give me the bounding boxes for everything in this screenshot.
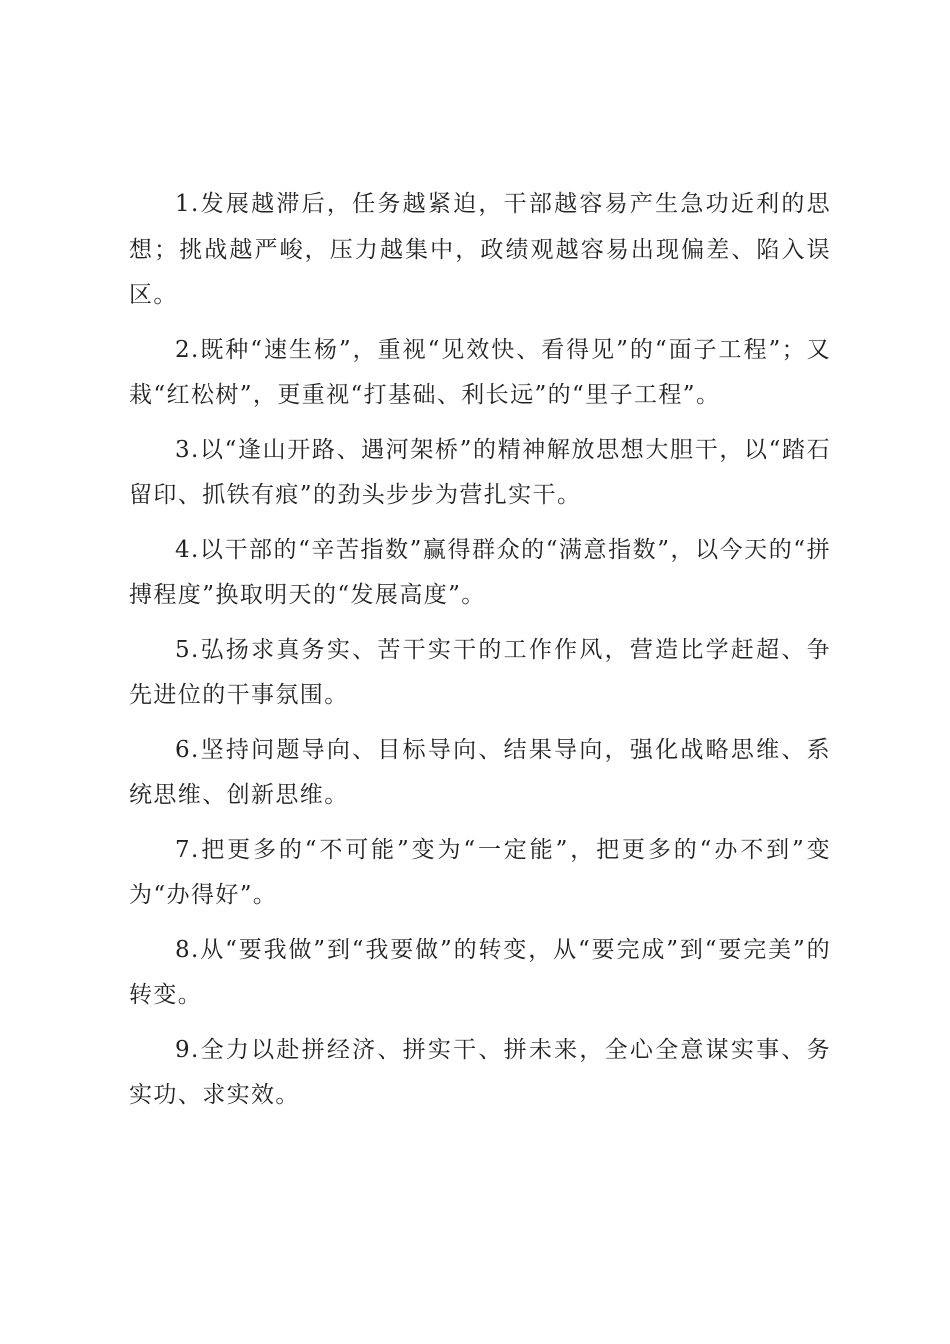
paragraph-2: 2.既种“速生杨”，重视“见效快、看得见”的“面子工程”；又栽“红松树”，更重视“打基础、利长远”的“里子工程”。: [129, 336, 831, 408]
paragraph-7: 7.把更多的“不可能”变为“一定能”，把更多的“办不到”变为“办得好”。: [129, 836, 831, 908]
paragraph-6: 6.坚持问题导向、目标导向、结果导向，强化战略思维、系统思维、创新思维。: [129, 736, 831, 808]
paragraph-4: 4.以干部的“辛苦指数”赢得群众的“满意指数”，以今天的“拼搏程度”换取明天的“发展高度”。: [129, 536, 831, 608]
paragraph-5: 5.弘扬求真务实、苦干实干的工作作风，营造比学赶超、争先进位的干事氛围。: [129, 636, 831, 708]
paragraph-1: 1.发展越滞后，任务越紧迫，干部越容易产生急功近利的思想；挑战越严峻，压力越集中，政绩观越容易出现偏差、陷入误区。: [129, 191, 831, 308]
paragraph-9: 9.全力以赴拼经济、拼实干、拼未来，全心全意谋实事、务实功、求实效。: [129, 1036, 831, 1108]
document-body: [129, 182, 831, 1128]
paragraph-3: 3.以“逢山开路、遇河架桥”的精神解放思想大胆干，以“踏石留印、抓铁有痕”的劲头步步为营扎实干。: [129, 436, 831, 508]
paragraph-8: 8.从“要我做”到“我要做”的转变，从“要完成”到“要完美”的转变。: [129, 936, 831, 1008]
